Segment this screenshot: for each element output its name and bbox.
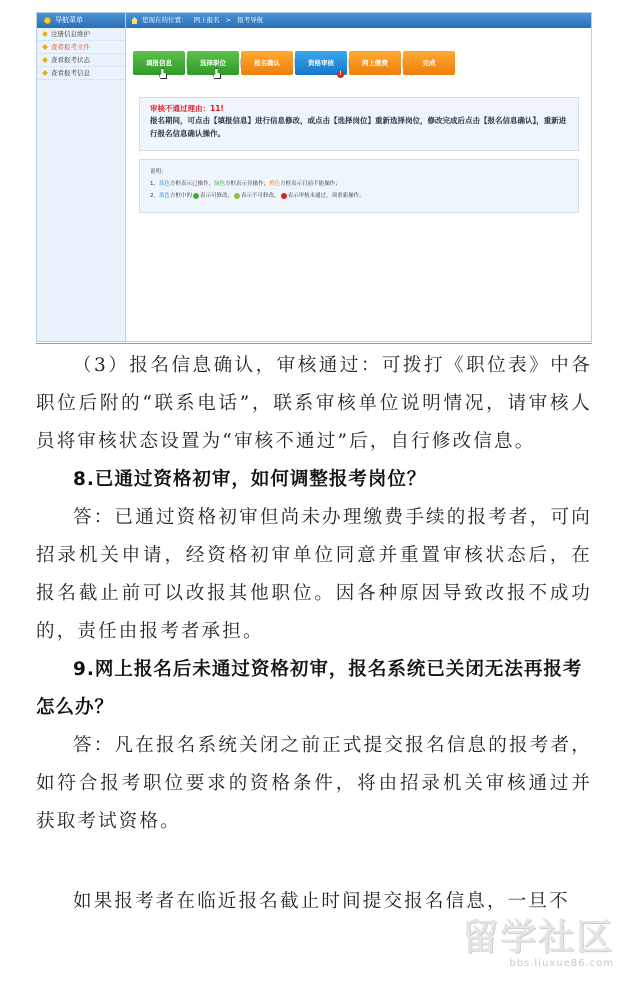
note-line-1: 1、蓝色方框表示已操作，绿色方框表示待操作；橙色方框表示目前不能操作； xyxy=(150,181,341,187)
bullet-icon xyxy=(42,70,48,76)
watermark-url: bbs.liuxue86.com xyxy=(509,958,614,969)
watermark-logo: 留学社区 xyxy=(461,917,614,958)
editable-icon xyxy=(193,193,199,199)
sidebar-item-view-status[interactable] xyxy=(37,54,125,67)
breadcrumb-link[interactable]: 网上报名 xyxy=(193,16,220,24)
breadcrumb-prefix: 您现在的位置： xyxy=(142,16,188,24)
error-badge-icon: ! xyxy=(337,71,344,78)
bullet-icon xyxy=(42,31,48,37)
step-payment-button[interactable]: 网上缴费 xyxy=(349,51,401,75)
sidebar-item-label: 查看报考状态 xyxy=(51,56,90,64)
note-line-2: 2、蓝色方框中的 表示可修改， 表示不可修改， 表示审核未通过，须重新操作。 xyxy=(150,193,365,199)
sidebar-title: 导航菜单 xyxy=(55,16,83,24)
watermark xyxy=(462,918,614,969)
sidebar-item-label: 查看报考信息 xyxy=(51,69,90,77)
paragraph-3: （3）报名信息确认，审核通过：可拨打《职位表》中各职位后附的“联系电话”，联系审核单位说明情况，请审核人员将审核状态设置为“审核不通过”后，自行修改信息。 xyxy=(36,355,592,452)
breadcrumb-current: 报考导航 xyxy=(237,16,264,24)
answer-8: 答：已通过资格初审但尚未办理缴费手续的报考者，可向招录机关申请，经资格初审单位同意并重置审核状态后，在报名截止前可以改报其他职位。因各种原因导致改报不成功的，责任由报考者承担。 xyxy=(36,507,592,642)
answer-9: 答：凡在报名系统关闭之前正式提交报名信息的报考者，如符合报考职位要求的资格条件，将由招录机关审核通过并获取考试资格。 xyxy=(36,735,592,832)
rejection-instructions: 报名期间，可点击【填报信息】进行信息修改，或点击【选择岗位】重新选择岗位，修改完成后点击【报名信息确认】，重新进行报名信息确认操作。 xyxy=(150,116,567,138)
heading-question-9: 9.网上报名后未通过资格初审，报名系统已关闭无法再报考怎么办？ xyxy=(36,659,583,718)
cursor-icon xyxy=(159,68,167,79)
failed-review-icon xyxy=(281,193,287,199)
breadcrumb-separator: > xyxy=(225,16,232,24)
sidebar-header xyxy=(37,13,125,28)
home-icon xyxy=(131,17,138,24)
paragraph-continued: 如果报考者在临近报名截止时间提交报名信息，一旦不 xyxy=(73,891,570,912)
sidebar-item-view-files[interactable] xyxy=(37,41,125,54)
step-fill-info-button[interactable]: 填报信息 xyxy=(133,51,185,75)
note-title: 说明： xyxy=(150,169,167,175)
step-navigation xyxy=(133,51,455,75)
sidebar-item-label: 查看报考文件 xyxy=(51,43,90,51)
sidebar-item-label: 注册信息维护 xyxy=(51,30,90,38)
step-select-position-button[interactable]: 选择职位 xyxy=(187,51,239,75)
sidebar-item-register-info[interactable] xyxy=(37,28,125,41)
breadcrumb xyxy=(126,13,591,28)
rejection-notice xyxy=(139,97,579,151)
bullet-icon xyxy=(42,57,48,63)
sidebar-item-view-info[interactable] xyxy=(37,67,125,80)
divider xyxy=(36,343,592,344)
bullet-icon xyxy=(42,44,48,50)
sidebar xyxy=(37,13,126,342)
menu-dot-icon xyxy=(44,17,51,24)
rejection-reason: 审核不通过理由：11! xyxy=(150,104,224,113)
step-confirm-button[interactable]: 报名确认 xyxy=(241,51,293,75)
registration-system-screenshot xyxy=(36,12,592,342)
cursor-icon xyxy=(213,68,221,79)
step-review-button[interactable]: 资格审核 ! xyxy=(295,51,347,75)
heading-question-8: 8.已通过资格初审，如何调整报考岗位？ xyxy=(73,469,427,490)
legend-note xyxy=(139,159,579,213)
not-editable-icon xyxy=(234,193,240,199)
step-complete-button[interactable]: 完成 xyxy=(403,51,455,75)
